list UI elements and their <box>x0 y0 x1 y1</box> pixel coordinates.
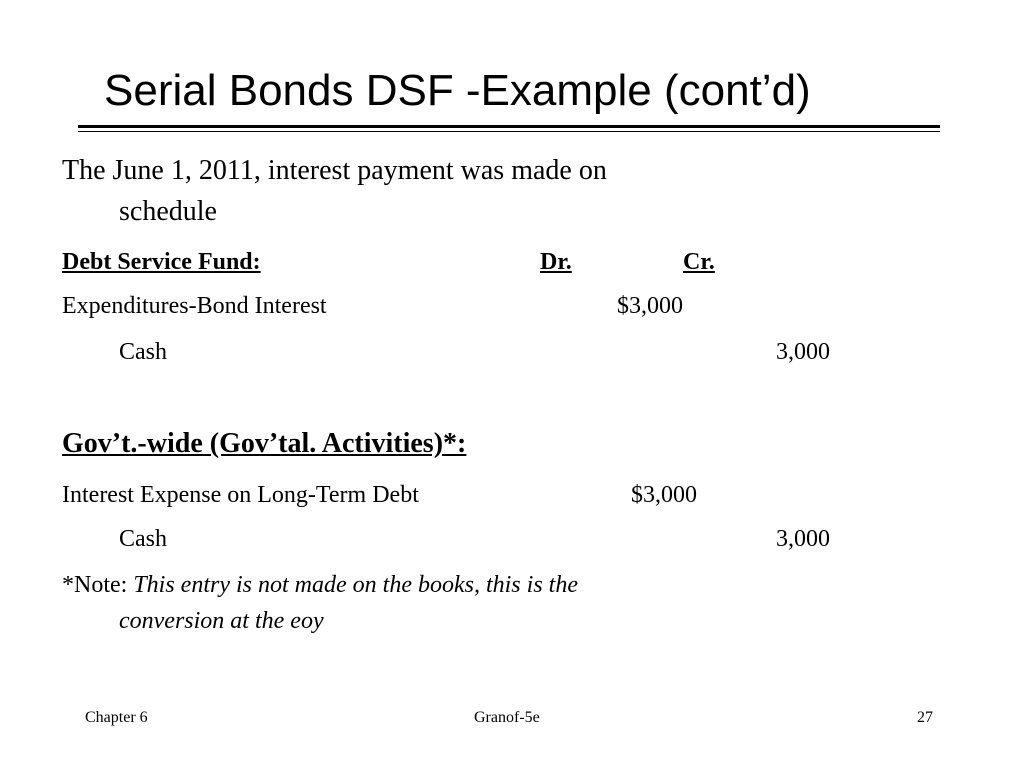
intro-text-line2: schedule <box>119 196 217 227</box>
gw-entry-2-credit: 3,000 <box>776 526 830 552</box>
cr-column-header: Cr. <box>683 249 715 275</box>
gw-entry-1-account: Interest Expense on Long-Term Debt <box>62 482 419 508</box>
note-line1 <box>62 572 578 599</box>
title-underline-thick <box>78 125 940 128</box>
footer-chapter: Chapter 6 <box>85 709 148 726</box>
dsf-entry-1-account: Expenditures-Bond Interest <box>62 293 327 319</box>
note-text-line2: conversion at the eoy <box>119 608 324 634</box>
govt-wide-heading: Gov’t.-wide (Gov’tal. Activities)*: <box>62 428 467 459</box>
dsf-entry-2-account: Cash <box>119 339 167 365</box>
dsf-entry-2-credit: 3,000 <box>776 339 830 365</box>
gw-entry-2-account: Cash <box>119 526 167 552</box>
dr-column-header: Dr. <box>540 249 572 275</box>
note-text-line1: This entry is not made on the books, this is the <box>133 572 578 598</box>
dsf-heading: Debt Service Fund: <box>62 249 261 275</box>
gw-entry-1-debit: $3,000 <box>631 482 697 508</box>
footer-center: Granof-5e <box>474 709 540 726</box>
slide-title: Serial Bonds DSF -Example (cont’d) <box>104 66 811 115</box>
title-underline-thin <box>78 131 940 132</box>
dsf-entry-1-debit: $3,000 <box>617 293 683 319</box>
footer-page-number: 27 <box>917 709 933 726</box>
note-label: *Note: <box>62 572 134 598</box>
intro-text-line1: The June 1, 2011, interest payment was made on <box>62 155 607 186</box>
